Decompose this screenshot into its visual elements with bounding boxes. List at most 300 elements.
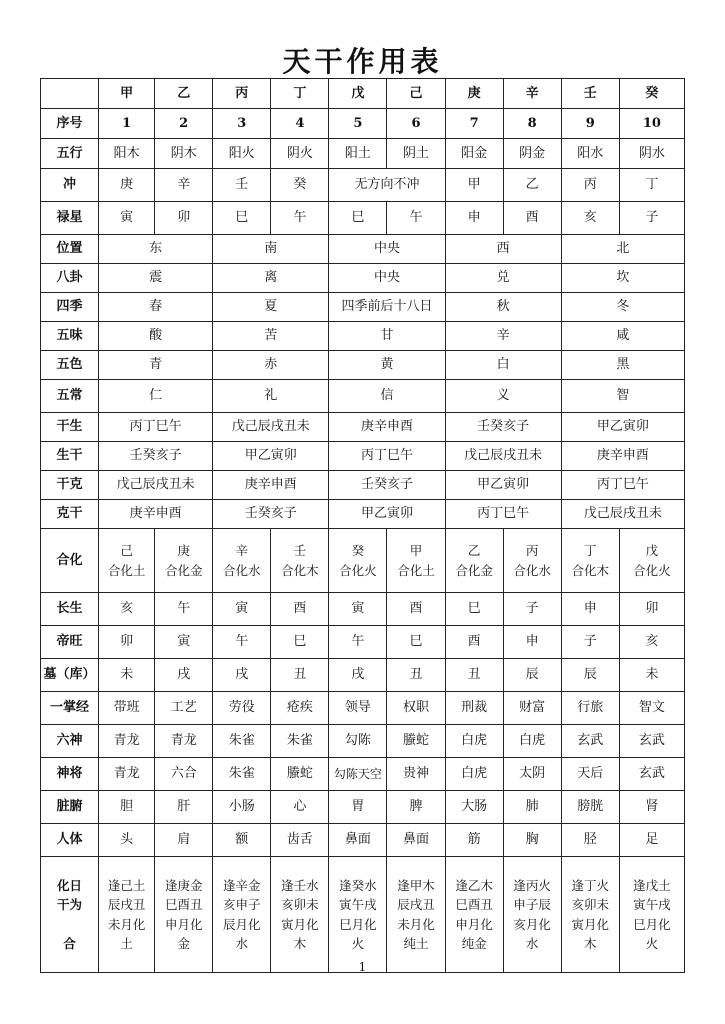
hehua-partner: 乙 (467, 543, 481, 559)
table-cell: 酉 (387, 593, 445, 626)
table-row (41, 235, 685, 264)
hehua-partner: 丁 (583, 543, 597, 559)
cell-line: 亥月化 (513, 916, 551, 932)
cell-line: 水 (525, 935, 539, 951)
hehua-partner: 甲 (409, 543, 423, 559)
table-cell: 胸 (503, 824, 561, 857)
table-row (41, 824, 685, 857)
table-cell: 阴金 (503, 139, 561, 169)
table-cell: 寅 (329, 593, 387, 626)
table-row (41, 725, 685, 758)
table-cell (271, 529, 329, 593)
table-cell (213, 857, 271, 973)
cell-line: 亥卯未 (281, 897, 319, 913)
hehua-partner: 戊 (645, 543, 659, 559)
cell-line: 纯土 (403, 935, 429, 951)
row-label: 神将 (41, 758, 99, 791)
table-cell: 财富 (503, 692, 561, 725)
row-label: 八卦 (41, 264, 99, 293)
table-cell: 壬癸亥子 (99, 442, 213, 471)
table-cell: 阳金 (445, 139, 503, 169)
table-cell: 子 (619, 202, 684, 235)
table-cell: 寅 (99, 202, 155, 235)
cell-line: 未月化 (397, 916, 435, 932)
table-cell: 丁 (619, 169, 684, 202)
table-cell: 阳火 (213, 139, 271, 169)
table-cell: 庚辛申酉 (213, 471, 329, 500)
cell-line: 火 (645, 935, 659, 951)
table-cell: 子 (561, 626, 619, 659)
table-cell: 庚辛申酉 (561, 442, 684, 471)
table-cell: 鼻面 (329, 824, 387, 857)
cell-line: 逢戊土 (633, 877, 671, 893)
table-cell: 申 (445, 202, 503, 235)
cell-line: 申子辰 (513, 897, 551, 913)
table-cell: 午 (387, 202, 445, 235)
table-cell: 酉 (445, 626, 503, 659)
hehua-result: 合化木 (281, 562, 319, 578)
table-cell: 赤 (213, 351, 329, 380)
cell-line: 申月化 (164, 916, 203, 932)
table-cell: 亥 (561, 202, 619, 235)
hehua-result: 合化土 (107, 562, 146, 578)
table-cell: 寅 (155, 626, 213, 659)
table-cell: 丑 (271, 659, 329, 692)
table-cell: 白虎 (503, 725, 561, 758)
table-row (41, 293, 685, 322)
hehua-result: 合化木 (571, 562, 609, 578)
table-cell: 甲乙寅卯 (445, 471, 561, 500)
row-label-line: 合 (63, 935, 76, 951)
cell-line: 巳月化 (633, 916, 671, 932)
table-cell: 壬癸亥子 (329, 471, 445, 500)
table-cell: 卯 (155, 202, 213, 235)
table-cell: 朱雀 (271, 725, 329, 758)
row-label: 干克 (41, 471, 99, 500)
table-cell: 壬癸亥子 (213, 500, 329, 529)
cell-line: 木 (293, 935, 307, 951)
table-cell (619, 529, 684, 593)
hehua-result: 合化火 (339, 562, 377, 578)
table-cell: 鼻面 (387, 824, 445, 857)
row-label: 六神 (41, 725, 99, 758)
table-cell: 秋 (445, 293, 561, 322)
page-title: 天干作用表 (282, 45, 443, 78)
table-cell: 巳 (213, 202, 271, 235)
table-cell: 申 (503, 626, 561, 659)
table-cell: 疮疾 (271, 692, 329, 725)
cell-line: 逢丁火 (571, 877, 609, 893)
stem-header: 癸 (619, 79, 684, 109)
hehua-partner: 癸 (351, 543, 365, 559)
row-label: 生干 (41, 442, 99, 471)
table-cell: 小肠 (213, 791, 271, 824)
row-label: 五常 (41, 380, 99, 413)
table-cell: 仁 (99, 380, 213, 413)
table-cell: 咸 (561, 322, 684, 351)
table-cell (619, 857, 684, 973)
table-cell: 丙丁巳午 (561, 471, 684, 500)
table-cell: 壬 (213, 169, 271, 202)
table-cell: 胫 (561, 824, 619, 857)
table-cell: 甲 (445, 169, 503, 202)
table-cell: 玄武 (619, 758, 684, 791)
cell-line: 逢壬水 (281, 877, 319, 893)
table-cell: 5 (329, 109, 387, 139)
table-cell: 劳役 (213, 692, 271, 725)
table-cell: 白 (445, 351, 561, 380)
row-label: 墓（库） (41, 659, 99, 692)
cell-line: 未月化 (107, 916, 146, 932)
cell-line: 寅午戌 (339, 897, 377, 913)
table-cell (561, 857, 619, 973)
cell-line: 辰戌丑 (397, 897, 435, 913)
table-cell: 寅 (213, 593, 271, 626)
table-row (41, 529, 685, 593)
table-cell (213, 529, 271, 593)
table-cell: 北 (561, 235, 684, 264)
table-cell: 肩 (155, 824, 213, 857)
table-cell (155, 529, 213, 593)
stem-table (40, 78, 685, 973)
row-label: 合化 (41, 529, 99, 593)
table-cell: 2 (155, 109, 213, 139)
table-cell: 戌 (155, 659, 213, 692)
table-cell: 带班 (99, 692, 155, 725)
cell-line: 逢甲木 (397, 877, 435, 893)
table-cell (503, 529, 561, 593)
table-row (41, 758, 685, 791)
table-cell: 西 (445, 235, 561, 264)
table-cell: 贵神 (387, 758, 445, 791)
hehua-partner: 壬 (293, 543, 307, 559)
table-cell: 信 (329, 380, 445, 413)
row-label: 四季 (41, 293, 99, 322)
table-cell: 阴火 (271, 139, 329, 169)
hehua-partner: 己 (120, 543, 133, 559)
table-cell: 午 (213, 626, 271, 659)
table-cell: 智 (561, 380, 684, 413)
header-corner (41, 79, 99, 109)
table-cell: 青龙 (99, 758, 155, 791)
hehua-result: 合化水 (513, 562, 551, 578)
table-cell: 肾 (619, 791, 684, 824)
cell-line: 寅月化 (571, 916, 609, 932)
table-cell: 辰 (503, 659, 561, 692)
table-cell (329, 857, 387, 973)
cell-line: 巳酉丑 (455, 897, 493, 913)
cell-line: 木 (583, 935, 597, 951)
table-cell: 兑 (445, 264, 561, 293)
table-row (41, 264, 685, 293)
table-cell: 白虎 (445, 725, 503, 758)
table-header-row (41, 79, 685, 109)
table-cell (445, 857, 503, 973)
table-row (41, 380, 685, 413)
table-cell: 乙 (503, 169, 561, 202)
table-cell: 头 (99, 824, 155, 857)
stem-header: 己 (387, 79, 445, 109)
table-cell: 黄 (329, 351, 445, 380)
table-row (41, 322, 685, 351)
table-cell: 螣蛇 (271, 758, 329, 791)
table-cell (271, 857, 329, 973)
table-cell: 朱雀 (213, 758, 271, 791)
table-cell: 阳木 (99, 139, 155, 169)
table-cell: 螣蛇 (387, 725, 445, 758)
hehua-partner: 辛 (235, 543, 249, 559)
table-cell: 行旅 (561, 692, 619, 725)
page-number: 1 (358, 960, 367, 974)
table-row (41, 351, 685, 380)
table-cell: 智文 (619, 692, 684, 725)
table-cell: 戊己辰戌丑未 (99, 471, 213, 500)
table-cell: 阳土 (329, 139, 387, 169)
table-cell: 礼 (213, 380, 329, 413)
table-row (41, 857, 685, 973)
table-cell: 筋 (445, 824, 503, 857)
cell-line: 逢癸水 (339, 877, 377, 893)
table-cell: 巳 (387, 626, 445, 659)
table-cell: 青龙 (155, 725, 213, 758)
table-row (41, 442, 685, 471)
table-cell: 权职 (387, 692, 445, 725)
table-row (41, 139, 685, 169)
stem-header: 辛 (503, 79, 561, 109)
cell-line: 纯金 (461, 935, 487, 951)
table-cell (387, 857, 445, 973)
table-cell: 子 (503, 593, 561, 626)
table-row (41, 413, 685, 442)
cell-line: 巳月化 (339, 916, 377, 932)
table-cell: 黑 (561, 351, 684, 380)
table-cell: 6 (387, 109, 445, 139)
table-cell (99, 857, 155, 973)
stem-header: 乙 (155, 79, 213, 109)
cell-line: 亥申子 (223, 897, 261, 913)
table-cell: 脾 (387, 791, 445, 824)
stem-header: 戊 (329, 79, 387, 109)
table-cell: 甲乙寅卯 (561, 413, 684, 442)
table-cell: 庚 (99, 169, 155, 202)
cell-line: 逢己土 (107, 877, 146, 893)
table-cell: 齿舌 (271, 824, 329, 857)
table-cell: 胃 (329, 791, 387, 824)
table-cell: 阳水 (561, 139, 619, 169)
row-label: 一掌经 (41, 692, 99, 725)
cell-line: 火 (351, 935, 365, 951)
row-label (41, 857, 99, 973)
stem-header: 壬 (561, 79, 619, 109)
table-cell: 天后 (561, 758, 619, 791)
table-cell: 酉 (271, 593, 329, 626)
table-cell: 4 (271, 109, 329, 139)
table-row (41, 202, 685, 235)
table-cell: 戊己辰戌丑未 (445, 442, 561, 471)
table-cell: 壬癸亥子 (445, 413, 561, 442)
table-cell: 甲乙寅卯 (213, 442, 329, 471)
table-cell: 辛 (155, 169, 213, 202)
table-cell: 肝 (155, 791, 213, 824)
table-cell: 丑 (445, 659, 503, 692)
row-label: 帝旺 (41, 626, 99, 659)
table-cell: 心 (271, 791, 329, 824)
table-cell: 1 (99, 109, 155, 139)
table-cell (99, 529, 155, 593)
table-cell: 坎 (561, 264, 684, 293)
table-cell: 朱雀 (213, 725, 271, 758)
table-cell: 冬 (561, 293, 684, 322)
table-cell: 巳 (271, 626, 329, 659)
table-cell: 卯 (619, 593, 684, 626)
table-cell: 巳 (445, 593, 503, 626)
table-cell: 戌 (213, 659, 271, 692)
table-cell: 额 (213, 824, 271, 857)
table-cell: 工艺 (155, 692, 213, 725)
table-cell: 午 (155, 593, 213, 626)
table-cell: 丙丁巳午 (445, 500, 561, 529)
table-cell: 丙 (561, 169, 619, 202)
row-label: 序号 (41, 109, 99, 139)
cell-line: 巳酉丑 (164, 897, 203, 913)
table-cell: 申 (561, 593, 619, 626)
table-cell (445, 529, 503, 593)
table-cell: 大肠 (445, 791, 503, 824)
row-label: 脏腑 (41, 791, 99, 824)
table-cell: 未 (99, 659, 155, 692)
hehua-result: 合化水 (223, 562, 261, 578)
row-label-line: 化日 (57, 877, 83, 893)
table-cell: 亥 (619, 626, 684, 659)
table-cell: 青龙 (99, 725, 155, 758)
table-cell (561, 529, 619, 593)
table-cell: 勾陈天空 (329, 758, 387, 791)
table-cell: 戌 (329, 659, 387, 692)
hehua-partner: 丙 (525, 543, 539, 559)
table-cell: 足 (619, 824, 684, 857)
table-row (41, 626, 685, 659)
table-cell: 中央 (329, 235, 445, 264)
hehua-partner: 庚 (177, 543, 190, 559)
table-cell: 10 (619, 109, 684, 139)
table-cell: 甲乙寅卯 (329, 500, 445, 529)
row-label: 长生 (41, 593, 99, 626)
table-cell: 庚辛申酉 (99, 500, 213, 529)
cell-line: 寅午戌 (633, 897, 671, 913)
table-cell: 午 (329, 626, 387, 659)
stem-header: 丁 (271, 79, 329, 109)
table-cell: 辰 (561, 659, 619, 692)
table-cell: 酉 (503, 202, 561, 235)
table-cell: 戊己辰戌丑未 (213, 413, 329, 442)
table-cell: 阴土 (387, 139, 445, 169)
table-cell: 阴水 (619, 139, 684, 169)
cell-line: 水 (235, 935, 249, 951)
row-label: 禄星 (41, 202, 99, 235)
table-cell: 白虎 (445, 758, 503, 791)
table-row (41, 500, 685, 529)
row-label: 五行 (41, 139, 99, 169)
table-cell (503, 857, 561, 973)
table-cell: 南 (213, 235, 329, 264)
table-cell: 8 (503, 109, 561, 139)
table-cell: 夏 (213, 293, 329, 322)
table-cell: 苦 (213, 322, 329, 351)
table-row (41, 471, 685, 500)
table-cell: 离 (213, 264, 329, 293)
hehua-result: 合化金 (455, 562, 493, 578)
table-cell: 丙丁巳午 (329, 442, 445, 471)
cell-line: 辰月化 (223, 916, 261, 932)
table-cell: 玄武 (619, 725, 684, 758)
stem-header: 庚 (445, 79, 503, 109)
row-label: 五味 (41, 322, 99, 351)
cell-line: 逢丙火 (513, 877, 551, 893)
table-row (41, 692, 685, 725)
table-cell: 午 (271, 202, 329, 235)
row-label: 位置 (41, 235, 99, 264)
table-cell: 六合 (155, 758, 213, 791)
row-label: 人体 (41, 824, 99, 857)
row-label-line (41, 915, 98, 934)
row-label-line: 干为 (57, 897, 83, 913)
table-cell (387, 529, 445, 593)
table-row (41, 593, 685, 626)
cell-line: 金 (177, 935, 190, 951)
table-cell: 东 (99, 235, 213, 264)
cell-line: 辰戌丑 (107, 897, 146, 913)
hehua-result: 合化火 (633, 562, 671, 578)
table-cell: 勾陈 (329, 725, 387, 758)
cell-line: 亥卯未 (571, 897, 609, 913)
table-cell: 膀胱 (561, 791, 619, 824)
table-cell: 刑裁 (445, 692, 503, 725)
table-cell: 青 (99, 351, 213, 380)
table-cell: 卯 (99, 626, 155, 659)
table-row (41, 169, 685, 202)
table-row (41, 109, 685, 139)
table-cell: 太阴 (503, 758, 561, 791)
table-cell: 领导 (329, 692, 387, 725)
hehua-result: 合化金 (164, 562, 203, 578)
stem-header: 丙 (213, 79, 271, 109)
cell-line: 逢乙木 (455, 877, 493, 893)
table-cell: 胆 (99, 791, 155, 824)
table-cell: 3 (213, 109, 271, 139)
stem-header: 甲 (99, 79, 155, 109)
table-cell: 癸 (271, 169, 329, 202)
table-cell: 义 (445, 380, 561, 413)
row-label: 克干 (41, 500, 99, 529)
table-cell: 7 (445, 109, 503, 139)
table-cell: 丙丁巳午 (99, 413, 213, 442)
table-cell: 酸 (99, 322, 213, 351)
cell-line: 申月化 (455, 916, 493, 932)
table-cell: 中央 (329, 264, 445, 293)
table-row (41, 791, 685, 824)
table-cell: 丑 (387, 659, 445, 692)
cell-line: 土 (120, 935, 133, 951)
row-label: 干生 (41, 413, 99, 442)
table-cell (155, 857, 213, 973)
cell-line: 逢庚金 (164, 877, 203, 893)
table-cell: 甘 (329, 322, 445, 351)
table-cell: 庚辛申酉 (329, 413, 445, 442)
table-cell: 巳 (329, 202, 387, 235)
table-cell: 戊己辰戌丑未 (561, 500, 684, 529)
table-cell: 震 (99, 264, 213, 293)
table-cell: 无方向不冲 (329, 169, 445, 202)
